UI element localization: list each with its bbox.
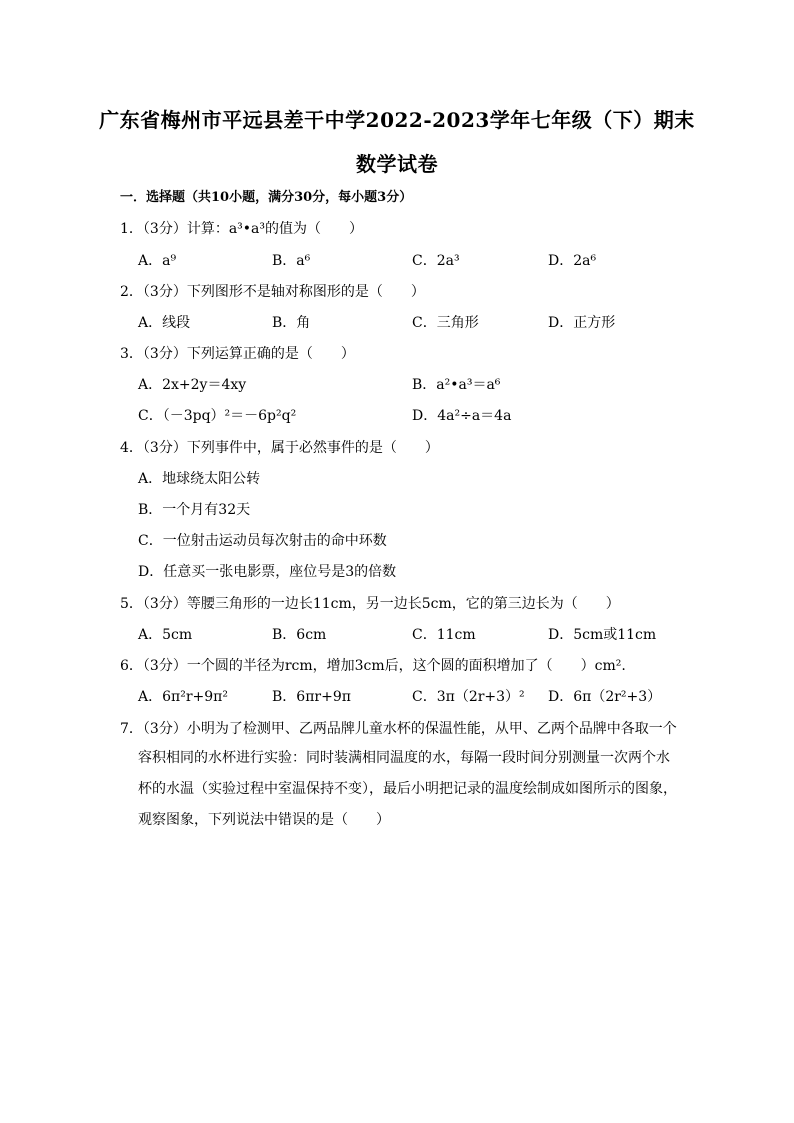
q4-option-b: B．一个月有32天 bbox=[138, 502, 251, 518]
q1-option-d: D．2a⁶ bbox=[548, 253, 597, 269]
exam-title-line1: 广东省梅州市平远县差干中学2022-2023学年七年级（下）期末 bbox=[99, 108, 695, 132]
q6-option-d: D．6π（2r²+3） bbox=[548, 689, 662, 705]
exam-title-line2: 数学试卷 bbox=[356, 152, 438, 176]
q5-option-a: A．5cm bbox=[138, 627, 193, 643]
q2-option-a: A．线段 bbox=[138, 315, 191, 331]
q1-option-b: B．a⁶ bbox=[272, 253, 311, 269]
q4-option-a: A．地球绕太阳公转 bbox=[138, 471, 261, 487]
question-2-stem: 2．（3分）下列图形不是轴对称图形的是（ ） bbox=[120, 284, 425, 300]
q5-option-c: C．11cm bbox=[412, 627, 476, 643]
q2-option-b: B．角 bbox=[272, 315, 311, 331]
q5-option-b: B．6cm bbox=[272, 627, 327, 643]
q3-option-d: D．4a²÷a＝4a bbox=[412, 408, 512, 424]
question-1-stem: 1．（3分）计算：a³•a³的值为（ ） bbox=[120, 221, 363, 237]
q4-option-d: D．任意买一张电影票，座位号是3的倍数 bbox=[138, 564, 397, 580]
q2-option-c: C．三角形 bbox=[412, 315, 479, 331]
question-5-stem: 5．（3分）等腰三角形的一边长11cm，另一边长5cm，它的第三边长为（ ） bbox=[120, 596, 620, 612]
question-6-stem: 6．（3分）一个圆的半径为rcm，增加3cm后，这个圆的面积增加了（ ）cm². bbox=[120, 658, 626, 674]
question-3-stem: 3．（3分）下列运算正确的是（ ） bbox=[120, 346, 355, 362]
q1-option-a: A．a⁹ bbox=[138, 253, 177, 269]
question-7-stem-first-line: 7．（3分）小明为了检测甲、乙两品牌儿童水杯的保温性能，从甲、乙两个品牌中各取一个 bbox=[120, 721, 677, 737]
q1-option-c: C．2a³ bbox=[412, 253, 460, 269]
q2-option-d: D．正方形 bbox=[548, 315, 616, 331]
q4-option-c: C．一位射击运动员每次射击的命中环数 bbox=[138, 533, 387, 549]
q3-option-c: C．（－3pq）²＝－6p²q² bbox=[138, 408, 297, 424]
section-heading: 一．选择题（共10小题，满分30分，每小题3分） bbox=[120, 190, 413, 205]
question-7-stem-continuation: 容积相同的水杯进行实验：同时装满相同温度的水，每隔一段时间分别测量一次两个水杯的水温（实验过程中室温保持不变），最后小明把记录的温度绘制成如图所示的图象，观察图象，下列说法中错误的是（ ） bbox=[138, 750, 677, 828]
q6-option-a: A．6π²r+9π² bbox=[138, 689, 228, 705]
q3-option-a: A．2x+2y＝4xy bbox=[138, 377, 247, 393]
question-4-stem: 4．（3分）下列事件中，属于必然事件的是（ ） bbox=[120, 440, 439, 456]
q6-option-c: C．3π（2r+3）² bbox=[412, 689, 525, 705]
q3-option-b: B．a²•a³＝a⁶ bbox=[412, 377, 501, 393]
q5-option-d: D．5cm或11cm bbox=[548, 627, 657, 643]
q6-option-b: B．6πr+9π bbox=[272, 689, 351, 705]
